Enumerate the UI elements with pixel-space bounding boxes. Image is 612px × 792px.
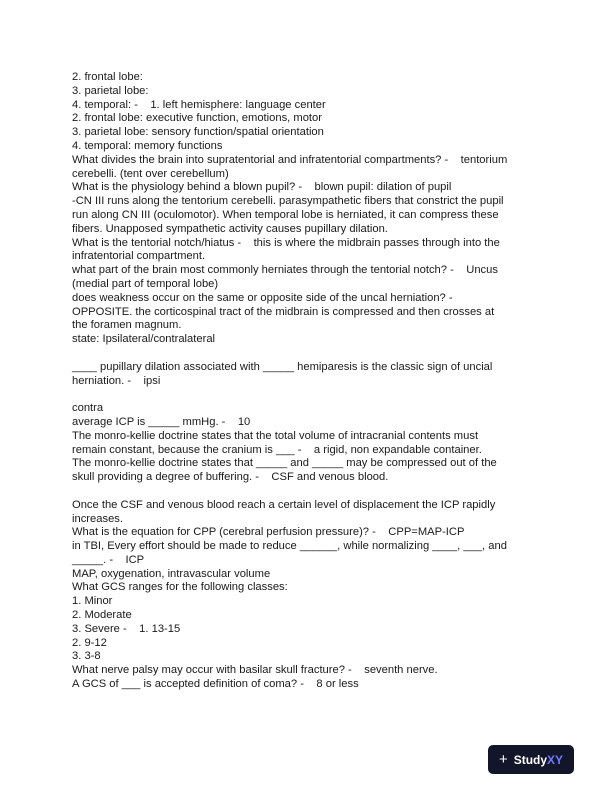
text-line: 4. temporal: memory functions bbox=[72, 139, 223, 152]
text-line: The monro-kellie doctrine states that the total volume of intracranial contents must bbox=[72, 429, 479, 442]
text-line: average ICP is _____ mmHg. - 10 bbox=[72, 415, 251, 428]
text-line: 1. Minor bbox=[72, 595, 113, 608]
text-line: MAP, oxygenation, intravascular volume bbox=[72, 567, 271, 580]
text-line: -CN III runs along the tentorium cerebelli. parasympathetic fibers that constrict the pupil bbox=[72, 195, 504, 208]
text-line: what part of the brain most commonly herniates through the tentorial notch? - Uncus bbox=[72, 264, 498, 277]
brand-main: Study bbox=[513, 752, 548, 767]
text-line: fibers. Unapposed sympathetic activity causes pupillary dilation. bbox=[72, 222, 388, 235]
text-line: 3. Severe - 1. 13-15 bbox=[72, 622, 181, 635]
text-line: Once the CSF and venous blood reach a certain level of displacement the ICP rapidly bbox=[72, 498, 496, 511]
text-line: ____ pupillary dilation associated with _____ hemiparesis is the classic sign of uncial bbox=[72, 360, 493, 373]
text-line: herniation. - ipsi bbox=[72, 374, 161, 387]
text-line: the foramen magnum. bbox=[72, 319, 182, 332]
text-line: _____. - ICP bbox=[72, 553, 145, 566]
plus-icon: + bbox=[498, 751, 508, 768]
text-line: skull providing a degree of buffering. - CSF and venous blood. bbox=[72, 471, 389, 484]
text-line: 2. 9-12 bbox=[72, 636, 107, 649]
blank-line bbox=[72, 347, 548, 361]
brand-accent: XY bbox=[547, 752, 564, 767]
text-line: 2. Moderate bbox=[72, 609, 132, 622]
text-line: What is the equation for CPP (cerebral perfusion pressure)? - CPP=MAP-ICP bbox=[72, 526, 465, 539]
text-line: 3. parietal lobe: sensory function/spatial orientation bbox=[72, 126, 324, 139]
text-line: What is the tentorial notch/hiatus - this is where the midbrain passes through into the bbox=[72, 236, 500, 249]
text-line: OPPOSITE. the corticospinal tract of the midbrain is compressed and then crosses at bbox=[72, 305, 495, 318]
text-line: cerebelli. (tent over cerebellum) bbox=[72, 167, 229, 180]
studyxy-logo-badge[interactable] bbox=[488, 745, 574, 774]
text-line: does weakness occur on the same or opposite side of the uncal herniation? - bbox=[72, 291, 453, 304]
document-text bbox=[72, 71, 548, 692]
blank-line bbox=[72, 388, 548, 402]
text-line: What nerve palsy may occur with basilar skull fracture? - seventh nerve. bbox=[72, 664, 438, 677]
text-line: 2. frontal lobe: bbox=[72, 71, 143, 83]
text-line: state: Ipsilateral/contralateral bbox=[72, 333, 216, 346]
text-line: 3. parietal lobe: bbox=[72, 84, 149, 97]
text-line: What GCS ranges for the following classes: bbox=[72, 581, 288, 594]
text-line: increases. bbox=[72, 512, 123, 525]
text-line: remain constant, because the cranium is ___ - a rigid, non expandable container. bbox=[72, 443, 482, 456]
text-line: contra bbox=[72, 402, 104, 415]
text-line: 4. temporal: - 1. left hemisphere: language center bbox=[72, 98, 326, 111]
text-line: A GCS of ___ is accepted definition of coma? - 8 or less bbox=[72, 678, 359, 691]
text-line: The monro-kellie doctrine states that _____ and _____ may be compressed out of the bbox=[72, 457, 497, 470]
blank-line bbox=[72, 485, 548, 499]
text-line: 2. frontal lobe: executive function, emotions, motor bbox=[72, 112, 322, 125]
text-line: (medial part of temporal lobe) bbox=[72, 277, 219, 290]
text-line: infratentorial compartment. bbox=[72, 250, 206, 263]
text-line: What divides the brain into supratentorial and infratentorial compartments? - tentorium bbox=[72, 153, 508, 166]
text-line: run along CN III (oculomotor). When temporal lobe is herniated, it can compress these bbox=[72, 208, 499, 221]
text-line: in TBI, Every effort should be made to reduce ______, while normalizing ____, ___, and bbox=[72, 540, 507, 553]
text-line: 3. 3-8 bbox=[72, 650, 101, 663]
text-line: What is the physiology behind a blown pupil? - blown pupil: dilation of pupil bbox=[72, 181, 452, 194]
